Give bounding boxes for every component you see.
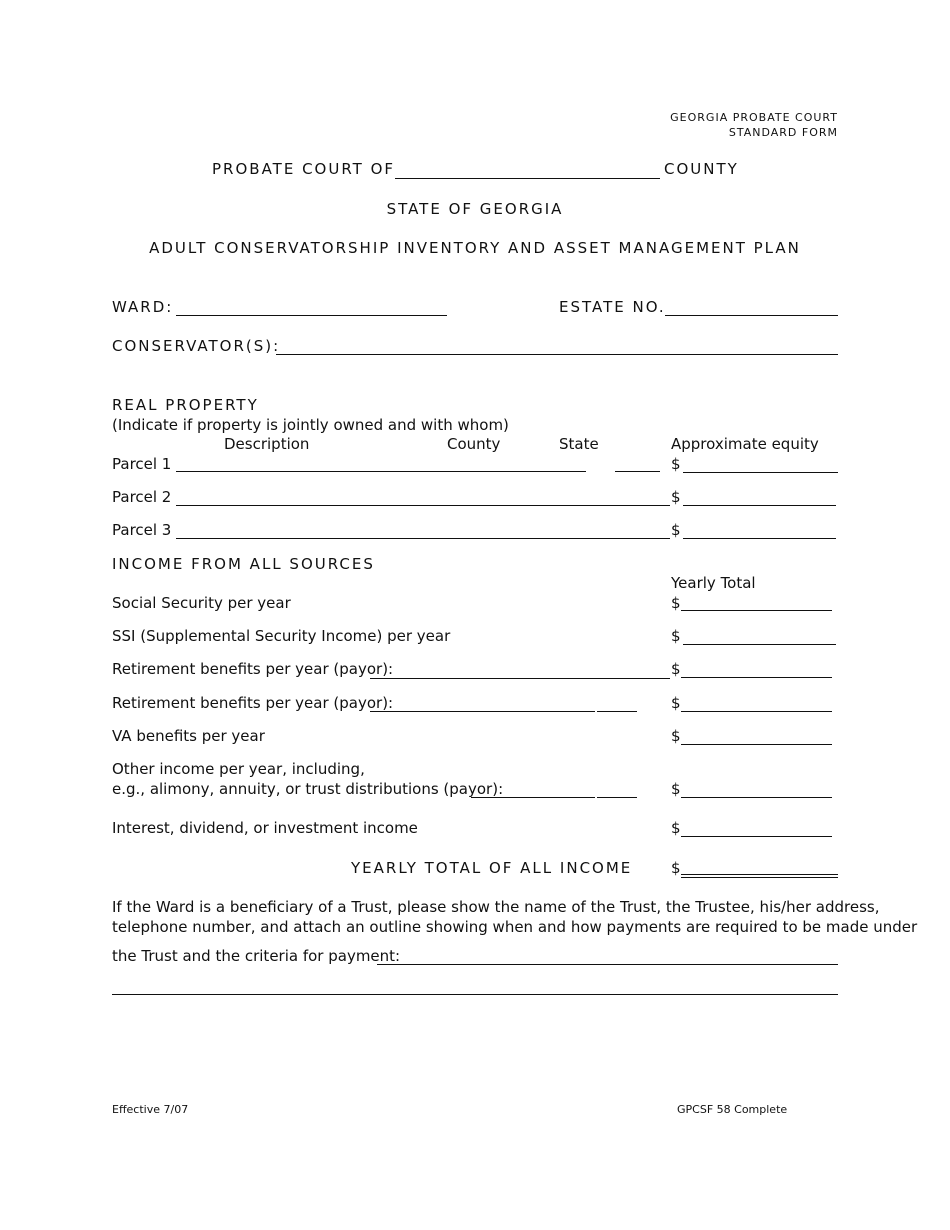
dollar-sign: $ [671, 819, 681, 837]
dollar-sign: $ [671, 521, 681, 539]
col-county: County [447, 435, 501, 453]
parcel-1-description-field[interactable] [176, 471, 576, 472]
parcel-1-county-field[interactable] [576, 471, 586, 472]
income-row-label: VA benefits per year [112, 727, 265, 745]
income-row-label: SSI (Supplemental Security Income) per year [112, 627, 451, 645]
conservator-field[interactable] [276, 354, 838, 355]
yearly-total-field[interactable] [681, 874, 838, 875]
dollar-sign: $ [671, 727, 681, 745]
col-equity: Approximate equity [671, 435, 819, 453]
ward-label: WARD: [112, 298, 174, 316]
page-title: ADULT CONSERVATORSHIP INVENTORY AND ASSET MANAGEMENT PLAN [149, 239, 801, 257]
income-row-label: Retirement benefits per year (payor): [112, 694, 394, 712]
trust-instructions: the Trust and the criteria for payment: [112, 947, 401, 965]
retirement-2-payor-extra-field[interactable] [597, 711, 637, 712]
other-income-payor-field[interactable] [471, 797, 595, 798]
social-security-field[interactable] [681, 610, 832, 611]
conservator-label: CONSERVATOR(S): [112, 337, 281, 355]
dollar-sign: $ [671, 455, 681, 473]
court-prefix: PROBATE COURT OF [212, 160, 396, 178]
effective-date: Effective 7/07 [112, 1103, 189, 1116]
dollar-sign: $ [671, 780, 681, 798]
trust-details-field[interactable] [377, 964, 838, 965]
other-income-payor-extra-field[interactable] [597, 797, 637, 798]
ward-field[interactable] [176, 315, 447, 316]
income-row-label: e.g., alimony, annuity, or trust distributions (payor): [112, 780, 504, 798]
trust-instructions: telephone number, and attach an outline showing when and how payments are required to be made under [112, 918, 918, 936]
trust-details-field-continued[interactable] [112, 994, 838, 995]
income-heading: INCOME FROM ALL SOURCES [112, 555, 375, 573]
income-row-label: Social Security per year [112, 594, 291, 612]
yearly-total-label: YEARLY TOTAL OF ALL INCOME [351, 859, 633, 877]
parcel-label: Parcel 2 [112, 488, 172, 506]
agency-name: GEORGIA PROBATE COURT [670, 111, 838, 124]
parcel-3-equity-field[interactable] [683, 538, 836, 539]
other-income-amount-field[interactable] [681, 797, 832, 798]
retirement-1-payor-field[interactable] [370, 678, 670, 679]
retirement-2-payor-field[interactable] [370, 711, 595, 712]
dollar-sign: $ [671, 488, 681, 506]
ssi-field[interactable] [683, 644, 836, 645]
estate-label: ESTATE NO. [559, 298, 666, 316]
parcel-label: Parcel 1 [112, 455, 172, 473]
income-row-label: Retirement benefits per year (payor): [112, 660, 394, 678]
col-description: Description [224, 435, 310, 453]
va-benefits-field[interactable] [681, 744, 832, 745]
interest-income-field[interactable] [681, 836, 832, 837]
col-state: State [559, 435, 599, 453]
court-suffix: COUNTY [664, 160, 739, 178]
trust-instructions: If the Ward is a beneficiary of a Trust, please show the name of the Trust, the Trustee, his/her address, [112, 898, 880, 916]
county-field[interactable] [395, 178, 660, 179]
dollar-sign: $ [671, 694, 681, 712]
agency-subtitle: STANDARD FORM [728, 126, 838, 139]
retirement-1-amount-field[interactable] [681, 677, 832, 678]
income-row-label: Other income per year, including, [112, 760, 365, 778]
dollar-sign: $ [671, 594, 681, 612]
dollar-sign: $ [671, 627, 681, 645]
dollar-sign: $ [671, 859, 681, 877]
parcel-label: Parcel 3 [112, 521, 172, 539]
col-yearly-total: Yearly Total [671, 574, 756, 592]
parcel-2-description-field[interactable] [176, 505, 670, 506]
parcel-2-equity-field[interactable] [683, 505, 836, 506]
form-id: GPCSF 58 Complete [677, 1103, 788, 1116]
income-row-label: Interest, dividend, or investment income [112, 819, 418, 837]
state-heading: STATE OF GEORGIA [386, 200, 564, 218]
real-property-heading: REAL PROPERTY [112, 396, 259, 414]
real-property-note: (Indicate if property is jointly owned and with whom) [112, 416, 509, 434]
estate-field[interactable] [665, 315, 838, 316]
dollar-sign: $ [671, 660, 681, 678]
parcel-3-description-field[interactable] [176, 538, 670, 539]
retirement-2-amount-field[interactable] [681, 711, 832, 712]
parcel-1-state-field[interactable] [615, 471, 660, 472]
parcel-1-equity-field[interactable] [683, 472, 838, 473]
yearly-total-double-rule [681, 877, 838, 878]
